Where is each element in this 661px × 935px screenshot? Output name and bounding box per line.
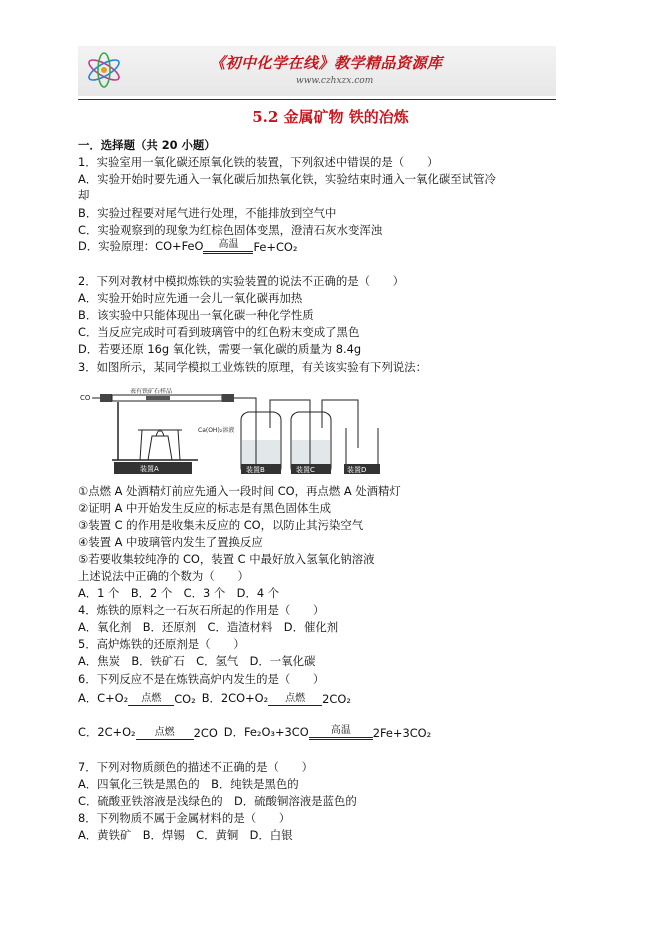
q3-statement-5: ⑤若要收集较纯净的 CO，装置 C 中最好放入氢氧化钠溶液	[78, 552, 375, 566]
q1-d-products: Fe+CO₂	[253, 240, 298, 254]
q3-statement-3: ③装置 C 的作用是收集未反应的 CO，以防止其污染空气	[78, 518, 364, 532]
q6-options-cd	[78, 724, 431, 740]
banner-title: 《初中化学在线》教学精品资源库	[210, 54, 443, 72]
figure-co-label: CO	[80, 394, 91, 402]
q7-options-cd: C．硫酸亚铁溶液是浅绿色的 D．硫酸铜溶液是蓝色的	[78, 794, 357, 808]
q2-option-c: C．当反应完成时可看到玻璃管中的红色粉末变成了黑色	[78, 325, 360, 339]
q6-a-reactants: A．C+O₂	[78, 691, 129, 705]
q6-stem: 6．下列反应不是在炼铁高炉内发生的是（ ）	[78, 672, 325, 686]
q2-stem: 2．下列对教材中模拟炼铁的实验装置的说法不正确的是（ ）	[78, 274, 405, 288]
q6-a-products: CO₂	[174, 692, 196, 706]
figure-device-c: 装置C	[296, 466, 315, 474]
figure-tube-label: 表有铁矿石样品	[130, 388, 173, 395]
q6-d-condition-label: 高温	[330, 725, 351, 736]
header-banner	[78, 46, 556, 96]
figure-device-a: 装置A	[140, 465, 159, 473]
figure-device-b: 装置B	[246, 466, 265, 474]
q5-stem: 5．高炉炼铁的还原剂是（ ）	[78, 637, 245, 651]
q6-c-reactants: C．2C+O₂	[78, 725, 136, 739]
q8-options: A．黄铁矿 B．焊锡 C．黄铜 D．白银	[78, 828, 293, 842]
q6-b-products: 2CO₂	[322, 692, 351, 706]
q2-option-d: D．若要还原 16g 氧化铁，需要一氧化碳的质量为 8.4g	[78, 342, 362, 356]
q6-options-ab	[78, 690, 351, 706]
q6-b-condition-label: 点燃	[285, 693, 306, 704]
q4-options: A．氧化剂 B．还原剂 C．造渣材料 D．催化剂	[78, 620, 339, 634]
q2-option-b: B．该实验中只能体现出一氧化碳一种化学性质	[78, 308, 314, 322]
section-title: 一．选择题（共 20 小题）	[78, 138, 216, 152]
figure-solution-label: Ca(OH)₂溶液	[198, 427, 235, 434]
page-title: 5.2 金属矿物 铁的冶炼	[252, 108, 409, 126]
q6-a-condition	[128, 693, 174, 706]
q6-a-condition-label: 点燃	[141, 693, 162, 704]
q3-stem: 3．如图所示，某同学模拟工业炼铁的原理，有关该实验有下列说法：	[78, 360, 427, 374]
q2-option-a: A．实验开始时应先通一会儿一氧化碳再加热	[78, 291, 303, 305]
q3-options: A．1 个 B．2 个 C．3 个 D．4 个	[78, 586, 280, 600]
q6-d-condition	[309, 725, 373, 740]
q3-ask: 上述说法中正确的个数为（ ）	[78, 569, 249, 583]
q1-option-a-line1: A．实验开始时要先通入一氧化碳后加热氧化铁，实验结束时通入一氧化碳至试管冷	[78, 172, 496, 186]
header-divider	[78, 99, 556, 100]
q3-statement-2: ②证明 A 中开始发生反应的标志是有黑色固体生成	[78, 501, 332, 515]
apparatus-figure	[78, 388, 418, 476]
figure-device-d: 装置D	[347, 466, 367, 474]
q1-option-a-line2: 却	[78, 188, 90, 202]
q3-statement-4: ④装置 A 中玻璃管内发生了置换反应	[78, 535, 263, 549]
q1-option-d	[78, 238, 297, 254]
q8-stem: 8．下列物质不属于金属材料的是（ ）	[78, 811, 291, 825]
q6-d-reactants: D．Fe₂O₃+3CO	[223, 725, 309, 739]
q6-c-condition-label: 点燃	[154, 727, 175, 738]
q6-d-products: 2Fe+3CO₂	[372, 726, 432, 740]
q6-b-reactants: B．2CO+O₂	[201, 691, 269, 705]
q1-option-b: B．实验过程要对尾气进行处理，不能排放到空气中	[78, 206, 337, 220]
q6-c-condition	[136, 727, 194, 740]
q1-d-condition-label: 高温	[218, 239, 239, 250]
q6-c-products: 2CO	[193, 726, 218, 740]
q1-d-reactants: D．实验原理：CO+FeO	[78, 239, 204, 253]
q1-option-c: C．实验观察到的现象为红棕色固体变黑，澄清石灰水变浑浊	[78, 223, 383, 237]
q5-options: A．焦炭 B．铁矿石 C．氢气 D．一氧化碳	[78, 654, 316, 668]
q1-d-condition	[203, 239, 253, 254]
q4-stem: 4．炼铁的原料之一石灰石所起的作用是（ ）	[78, 603, 325, 617]
q1-stem: 1．实验室用一氧化碳还原氧化铁的装置，下列叙述中错误的是（ ）	[78, 155, 439, 169]
banner-url: www.czhxzx.com	[296, 76, 374, 86]
q3-statement-1: ①点燃 A 处酒精灯前应先通入一段时间 CO，再点燃 A 处酒精灯	[78, 484, 401, 498]
q6-b-condition	[268, 693, 322, 706]
atom-logo-icon	[84, 50, 124, 90]
q7-options-ab: A．四氧化三铁是黑色的 B．纯铁是黑色的	[78, 777, 299, 791]
q7-stem: 7．下列对物质颜色的描述不正确的是（ ）	[78, 760, 314, 774]
